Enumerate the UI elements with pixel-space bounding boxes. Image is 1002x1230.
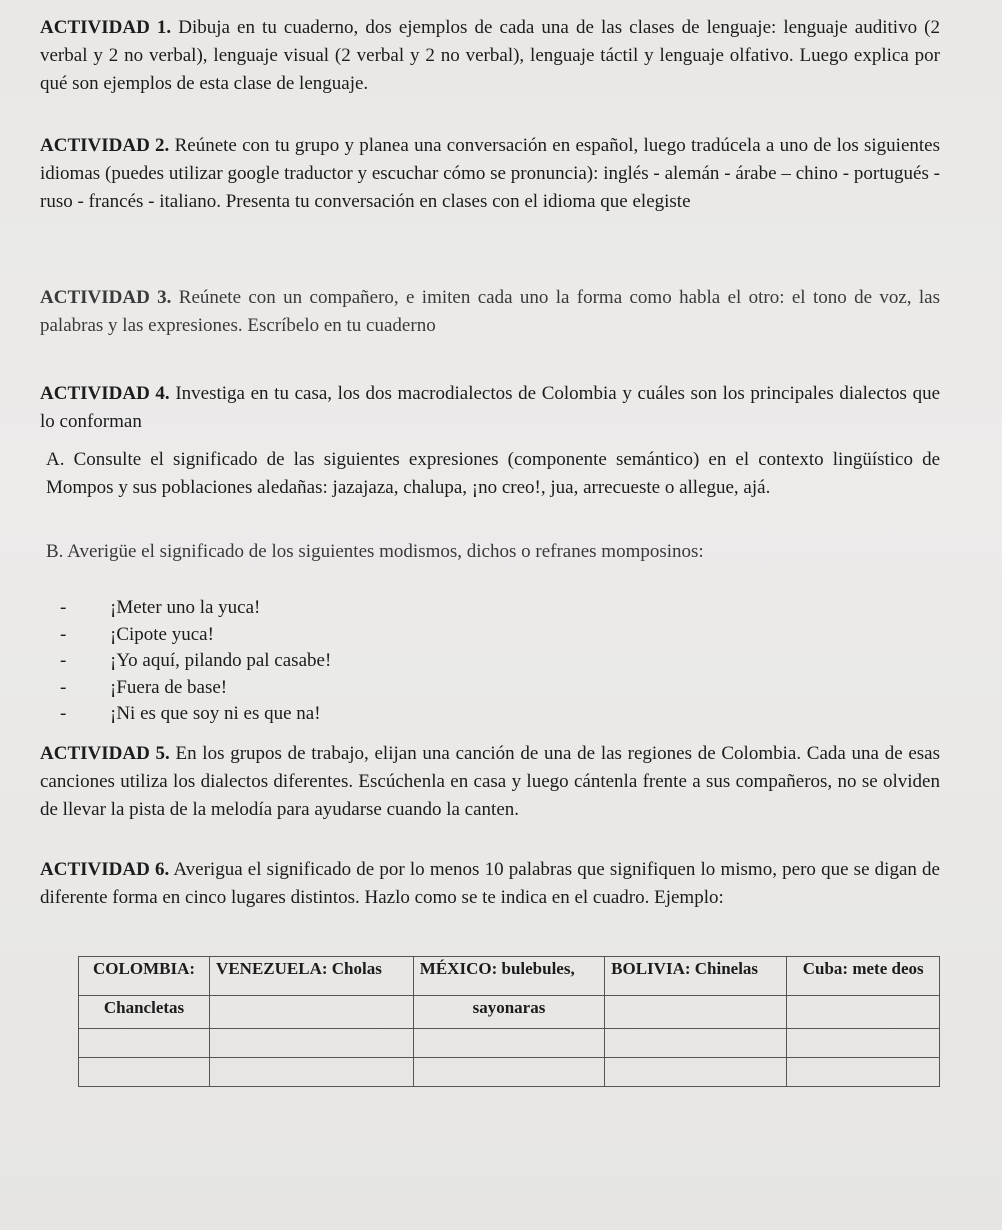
list-item: - ¡Cipote yuca! <box>60 623 214 645</box>
list-item: - ¡Ni es que soy ni es que na! <box>60 703 321 724</box>
list-item: - ¡Meter uno la yuca! <box>60 597 261 618</box>
table-cell <box>210 1058 414 1087</box>
saying-text: ¡Yo aquí, pilando pal casabe! <box>110 650 332 671</box>
table-cell <box>605 1058 787 1087</box>
activity-2 <box>40 132 940 216</box>
table-cell <box>787 1058 940 1087</box>
table-cell <box>605 1029 787 1058</box>
activity-6 <box>40 856 940 912</box>
saying-text: ¡Cipote yuca! <box>110 623 214 645</box>
activity-1 <box>40 14 940 98</box>
words-table <box>78 956 940 1087</box>
activity-4 <box>40 380 940 436</box>
table-cell: Chancletas <box>79 996 210 1029</box>
table-cell <box>79 1029 210 1058</box>
sub-a-text: Consulte el significado de las siguientes expresiones (componente semántico) en el contexto lingüístico de Mompos y sus poblaciones aledañas: jazajaza, chalupa, ¡no creo!, jua, arrecueste o allegue, ajá. <box>46 449 941 498</box>
table-cell <box>605 996 787 1029</box>
table-cell <box>79 1058 210 1087</box>
activity-4-heading: ACTIVIDAD 4. <box>40 383 170 404</box>
activity-4-sub-a <box>46 446 940 502</box>
table-cell <box>210 996 414 1029</box>
activity-4-sub-b <box>46 538 940 566</box>
saying-text: ¡Meter uno la yuca! <box>110 597 261 618</box>
activity-5-text: En los grupos de trabajo, elijan una canción de una de las regiones de Colombia. Cada una de esas canciones utiliza los dialectos diferentes. Escúchenla en casa y luego cántenla frente a sus compañeros, no se olviden de llevar la pista de la melodía para ayudarse cuando la canten. <box>40 743 940 820</box>
table-cell <box>210 1029 414 1058</box>
activity-5 <box>40 740 940 824</box>
table-row <box>79 1058 940 1087</box>
activity-2-heading: ACTIVIDAD 2. <box>40 135 170 156</box>
sub-b-text: Averigüe el significado de los siguientes modismos, dichos o refranes momposinos: <box>67 541 704 562</box>
activity-3 <box>40 284 940 340</box>
table-cell <box>413 1029 604 1058</box>
header-colombia: COLOMBIA: <box>79 957 210 996</box>
activity-1-heading: ACTIVIDAD 1. <box>40 17 172 38</box>
header-cuba: Cuba: mete deos <box>787 957 940 996</box>
activity-6-text: Averigua el significado de por lo menos 10 palabras que signifiquen lo mismo, pero que se digan de diferente forma en cinco lugares distintos. Hazlo como se te indica en el cuadro. Ejemplo: <box>40 859 940 908</box>
list-item: - ¡Fuera de base! <box>60 676 228 698</box>
header-venezuela: VENEZUELA: Cholas <box>210 957 414 996</box>
list-item: - ¡Yo aquí, pilando pal casabe! <box>60 650 332 671</box>
activity-5-heading: ACTIVIDAD 5. <box>40 743 170 764</box>
table-row <box>79 1029 940 1058</box>
table-cell <box>787 1029 940 1058</box>
table-header-row <box>79 957 940 996</box>
header-mexico: MÉXICO: bulebules, <box>413 957 604 996</box>
activity-6-heading: ACTIVIDAD 6. <box>40 859 170 880</box>
table-cell <box>787 996 940 1029</box>
activity-2-text: Reúnete con tu grupo y planea una conversación en español, luego tradúcela a uno de los siguientes idiomas (puedes utilizar google traductor y escuchar cómo se pronuncia): inglés - alemán - árabe – chino - portugués - ruso - francés - italiano. Presenta tu conversación en clases con el idioma que elegiste <box>40 135 941 212</box>
sayings-list <box>60 595 331 728</box>
sub-a-label: A. <box>46 449 65 470</box>
activity-3-text: Reúnete con un compañero, e imiten cada uno la forma como habla el otro: el tono de voz, las palabras y las expresiones. Escríbelo en tu cuaderno <box>40 287 941 336</box>
table-cell <box>413 1058 604 1087</box>
activity-3-heading: ACTIVIDAD 3. <box>40 287 172 308</box>
table-cell: sayonaras <box>413 996 604 1029</box>
header-bolivia: BOLIVIA: Chinelas <box>605 957 787 996</box>
sub-b-label: B. <box>46 541 64 562</box>
saying-text: ¡Fuera de base! <box>110 676 228 698</box>
activity-4-text: Investiga en tu casa, los dos macrodialectos de Colombia y cuáles son los principales dialectos que lo conforman <box>40 383 940 432</box>
table-row <box>79 996 940 1029</box>
saying-text: ¡Ni es que soy ni es que na! <box>110 703 321 724</box>
activity-1-text: Dibuja en tu cuaderno, dos ejemplos de cada una de las clases de lenguaje: lenguaje auditivo (2 verbal y 2 no verbal), lenguaje visual (2 verbal y 2 no verbal), lenguaje táctil y lenguaje olfativo. Luego explica por qué son ejemplos de esta clase de lenguaje. <box>40 17 940 94</box>
